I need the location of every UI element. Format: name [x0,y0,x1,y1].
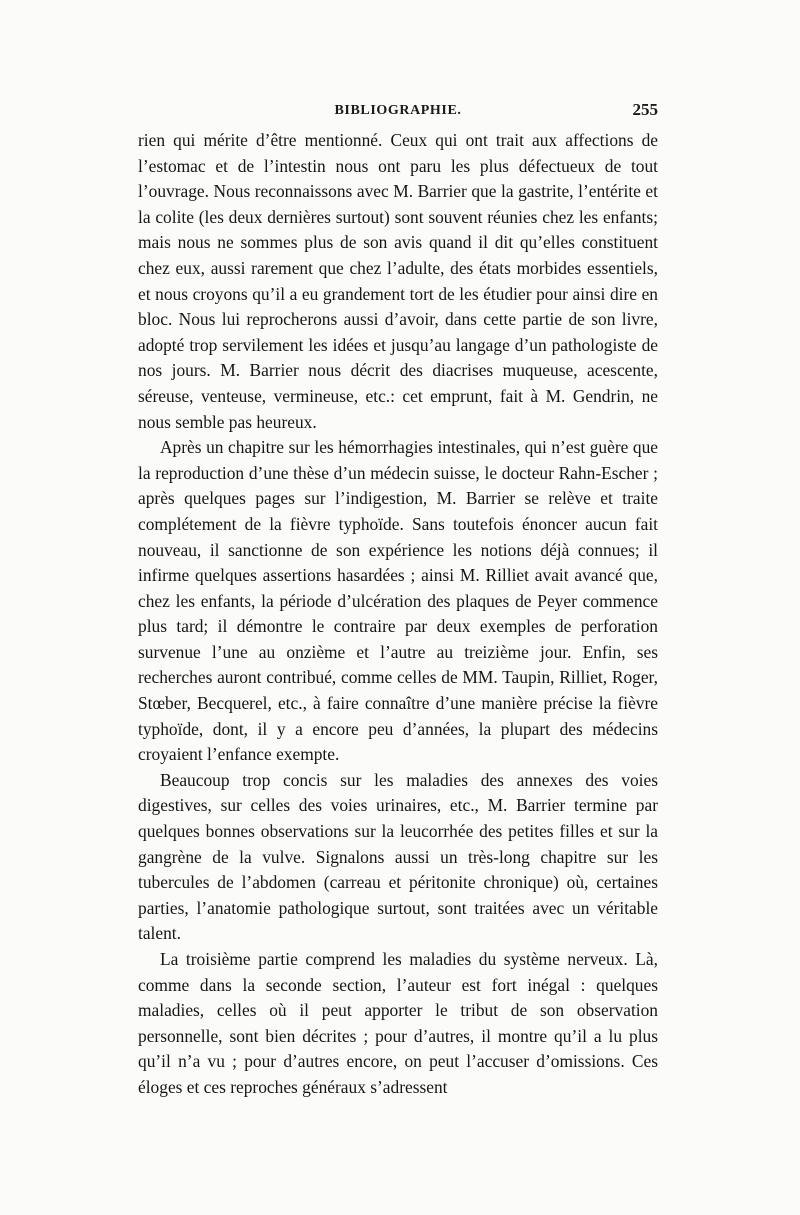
running-head [138,100,658,124]
paragraph-2: Après un chapitre sur les hémorrhagies intestinales, qui n’est guère que la reproduction d’une thèse d’un médecin suisse, le docteur Rahn-Escher ; après quelques pages sur l’indigestion, M. Barrier se relève et traite complétement de la fièvre typhoïde. Sans toutefois énoncer aucun fait nouveau, il sanctionne de son expérience les notions déjà connues; il infirme quelques assertions hasardées ; ainsi M. Rilliet avait avancé que, chez les enfants, la période d’ulcération des plaques de Peyer commence plus tard; il démontre le contraire par deux exemples de perforation survenue l’une au onzième et l’autre au treizième jour. Enfin, ses recherches auront contribué, comme celles de MM. Taupin, Rilliet, Roger, Stœber, Becquerel, etc., à faire connaître d’une manière précise la fièvre typhoïde, dont, il y a encore peu d’années, la plupart des médecins croyaient l’enfance exempte. [138,437,658,765]
page-number: 255 [632,100,658,119]
paragraph-3: Beaucoup trop concis sur les maladies des annexes des voies digestives, sur celles des voies urinaires, etc., M. Barrier termine par quelques bonnes observations sur la leucorrhée des petites filles et sur la gangrène de la vulve. Signalons aussi un très-long chapitre sur les tubercules de l’abdomen (carreau et péritonite chronique) où, certaines parties, l’anatomie pathologique surtout, sont traitées avec un véritable talent. [138,769,658,944]
paragraph-1: rien qui mérite d’être mentionné. Ceux qui ont trait aux affections de l’estomac et de l’intestin nous ont paru les plus défectueux de tout l’ouvrage. Nous reconnaissons avec M. Barrier que la gastrite, l’entérite et la colite (les deux dernières surtout) sont souvent réunies chez les enfants; mais nous ne sommes plus de son avis quand il dit qu’elles constituent chez eux, aussi rarement que chez l’adulte, des états morbides essentiels, et nous croyons qu’il a eu grandement tort de les étudier pour ainsi dire en bloc. Nous lui reprocherons aussi d’avoir, dans cette partie de son livre, adopté trop servilement les idées et jusqu’au langage d’un pathologiste de nos jours. M. Barrier nous décrit des diacrises muqueuse, acescente, séreuse, venteuse, vermineuse, etc.: cet emprunt, fait à M. Gendrin, ne nous semble pas heureux. [138,130,658,432]
body-text [138,128,658,1101]
running-title: BIBLIOGRAPHIE. [334,103,462,118]
paragraph-4: La troisième partie comprend les maladies du système nerveux. Là, comme dans la seconde section, l’auteur est fort inégal : quelques maladies, celles où il peut apporter le tribut de son observation personnelle, sont bien décrites ; pour d’autres, il montre qu’il a lu plus qu’il n’a vu ; pour d’autres encore, on peut l’accuser d’omissions. Ces éloges et ces reproches généraux s’adressent [138,949,658,1097]
